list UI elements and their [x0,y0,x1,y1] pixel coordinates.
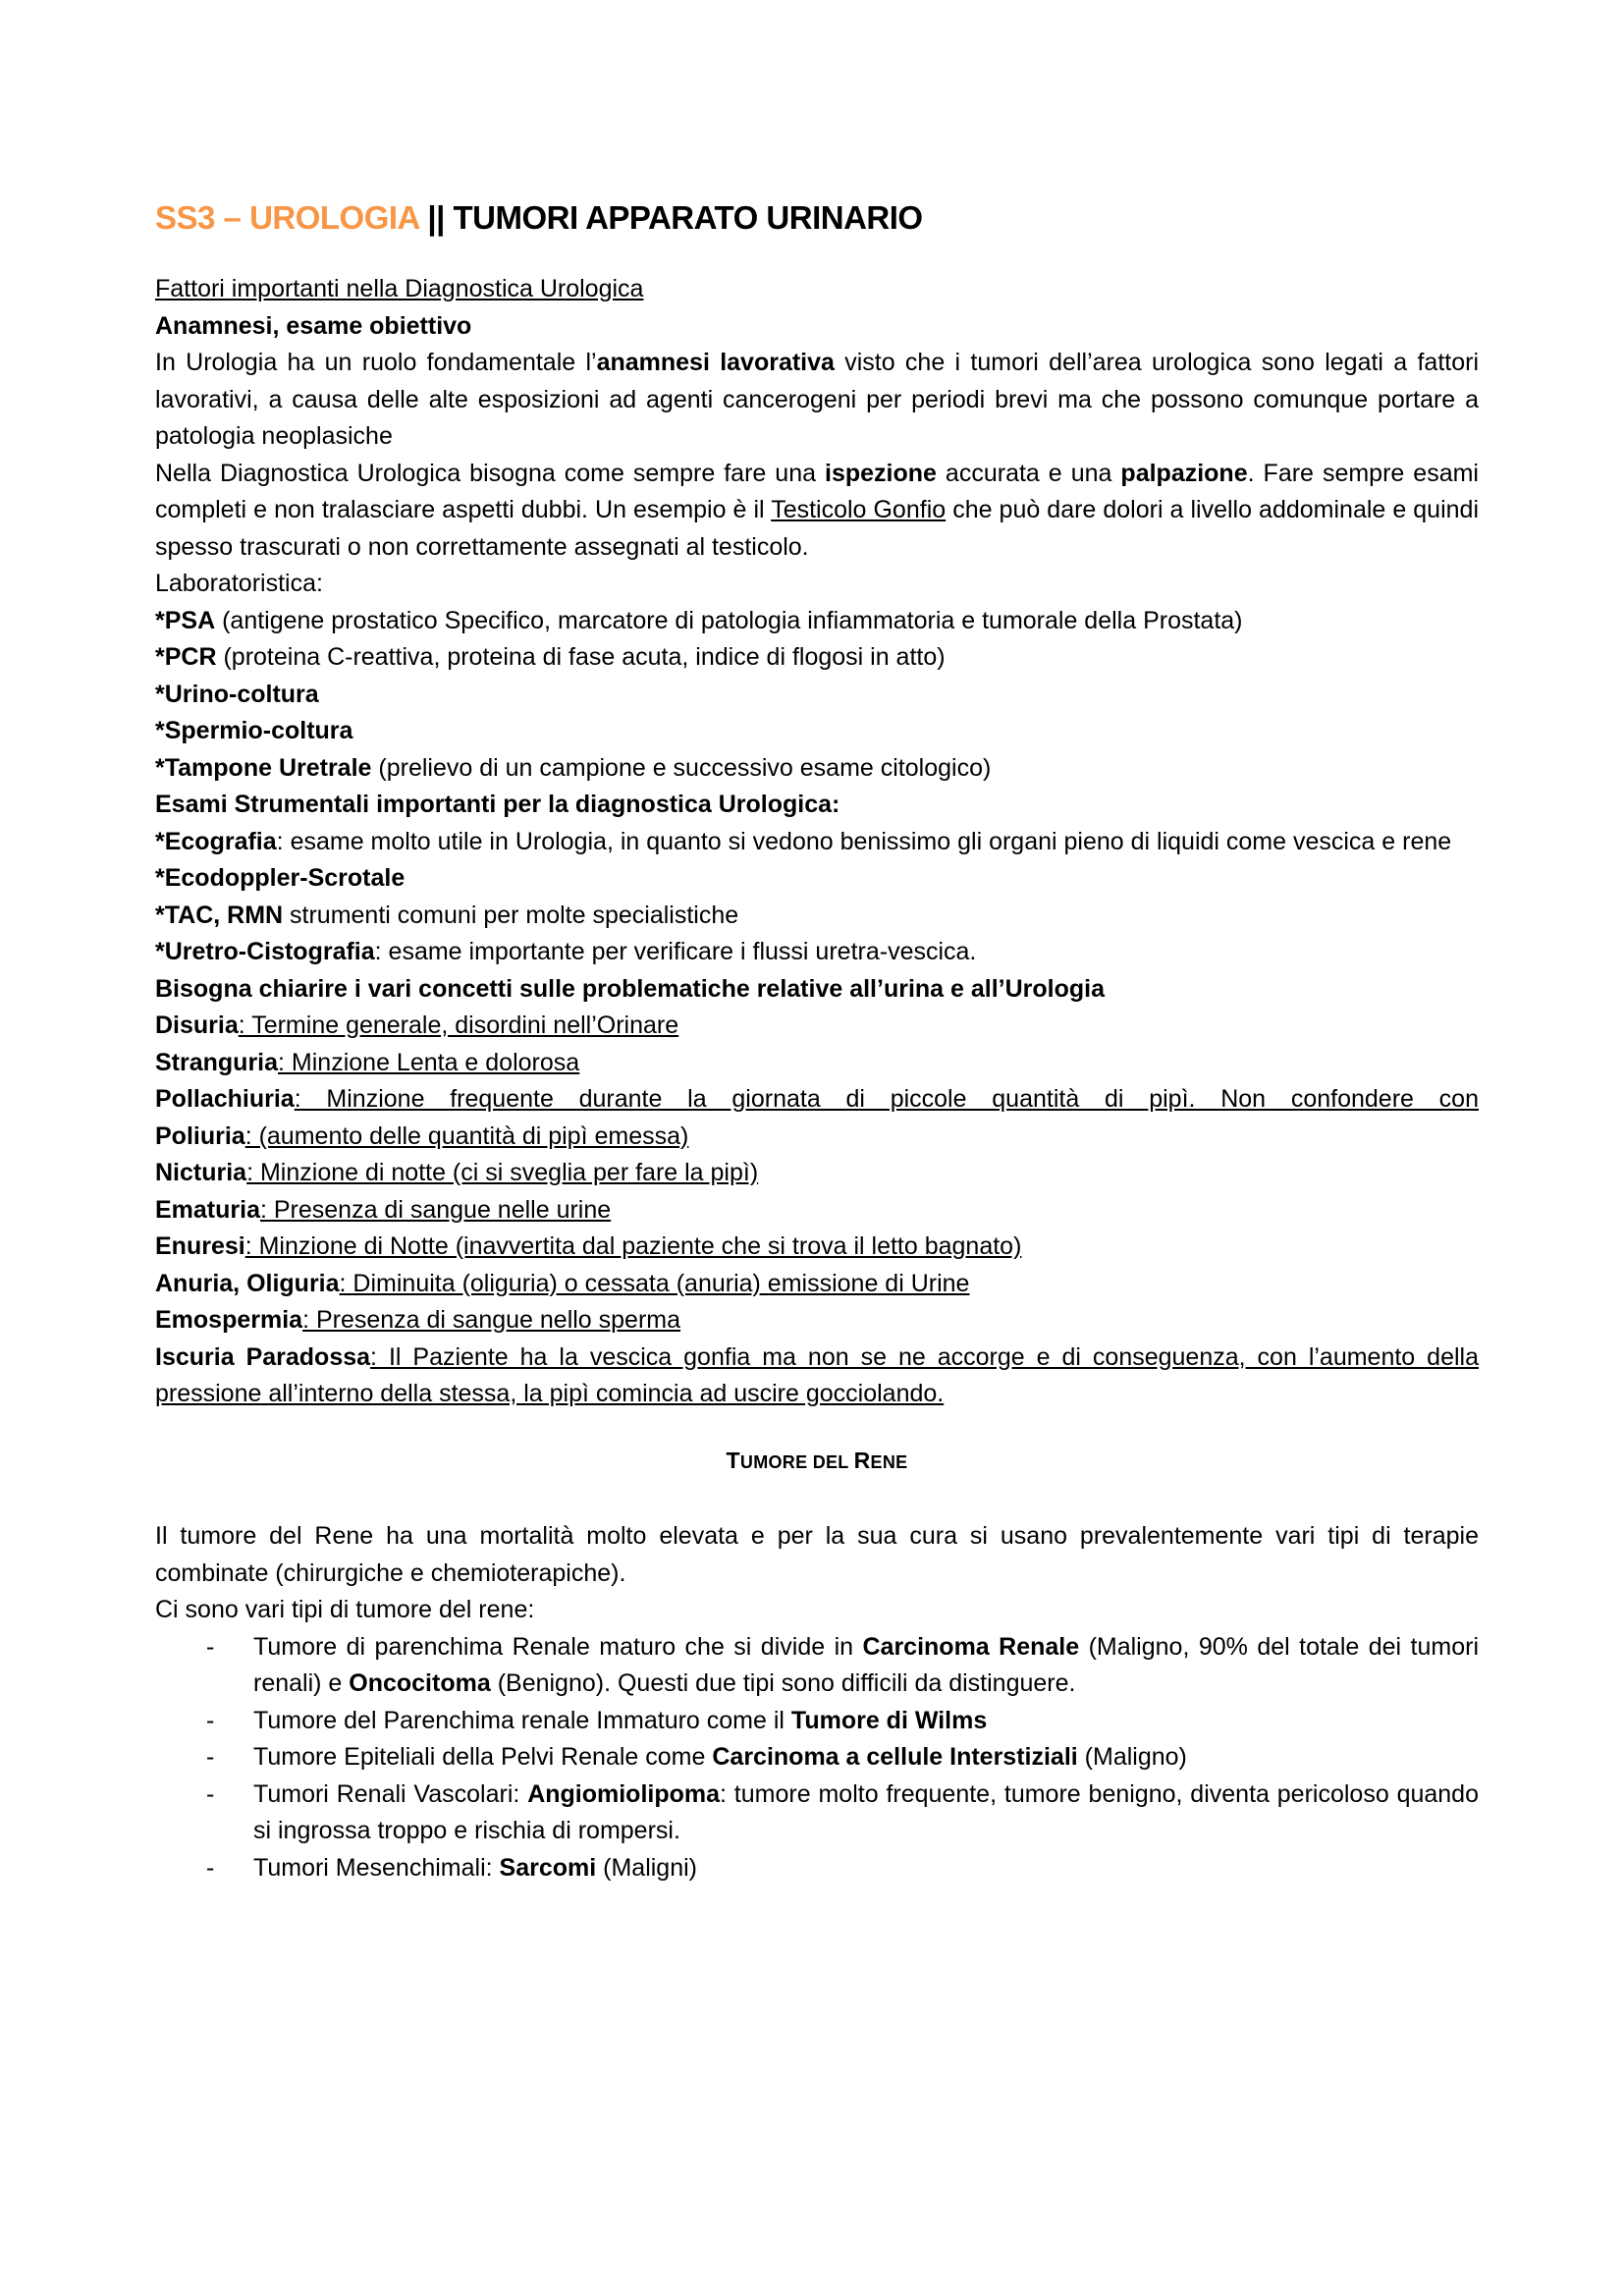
concept-definition: : Minzione di notte (ci si sveglia per fare la pipì) [246,1159,759,1186]
lab-tampone [155,750,1479,788]
concept-term: Poliuria [155,1121,245,1150]
concept-item [155,1008,1479,1045]
concept-term: Emospermia [155,1306,303,1334]
concept-term: Pollachiuria [155,1085,295,1113]
rene-paragraph-2: Ci sono vari tipi di tumore del rene: [155,1596,535,1623]
bold-run: *Uretro-Cistografia [155,938,375,965]
rene-section-heading [155,1443,1479,1482]
dash-bullet: - [206,1706,215,1734]
text-run: (Maligno) [1077,1743,1187,1771]
list-item [155,1739,1479,1777]
text-run: : tumore molto frequente, tumore benigno, diventa pericoloso quando si ingrossa troppo e rischia di rompersi. [253,1779,1479,1844]
text-run: Tumori Mesenchimali: [253,1853,500,1882]
concept-term: Iscuria Paradossa [155,1342,371,1371]
concept-definition: : Minzione frequente durante la giornata di piccole quantità di pipì. Non confondere con [294,1085,1479,1113]
concept-definition: : Termine generale, disordini nell’Orinare [238,1011,679,1039]
bold-run: Angiomiolipoma [527,1779,721,1808]
bold-run: *PCR [155,643,217,671]
text-run: (Benigno). Questi due tipi sono difficili da distinguere. [490,1669,1076,1697]
text-run: (antigene prostatico Specifico, marcatore di patologia infiammatoria e tumorale della Prostata) [215,606,1243,634]
bold-run: *Tampone Uretrale [155,753,372,782]
title-accent: SS3 – UROLOGIA [155,199,419,236]
concept-term: Nicturia [155,1159,247,1186]
text-run: Tumore di parenchima Renale maturo che si divide in [253,1632,863,1661]
list-item [155,1777,1479,1850]
list-item [155,1850,1479,1887]
text-run: (prelievo di un campione e successivo esame citologico) [371,753,992,782]
bold-run: palpazione [1120,459,1248,487]
concept-item [155,1266,1479,1303]
concept-definition: : Il Paziente ha la vescica gonfia ma non se ne accorge e di conseguenza, con l’aumento della pressione all’interno della stessa, la pipì comincia ad uscire gocciolando. [155,1342,1479,1407]
bold-run: Carcinoma Renale [862,1632,1080,1661]
bold-run: ispezione [825,459,937,487]
concept-term: Stranguria [155,1048,279,1076]
concept-definition: : Minzione di Notte (inavvertita dal paziente che si trova il letto bagnato) [244,1232,1022,1260]
text-run: che può dare dolori a livello addominale e quindi spesso trascurati o non correttamente assegnati al testicolo. [155,496,1480,561]
concepts-heading: Bisogna chiarire i vari concetti sulle problematiche relative all’urina e all’Urologia [155,974,1105,1003]
instr-heading: Esami Strumentali importanti per la diagnostica Urologica: [155,791,840,818]
concept-term: Disuria [155,1011,239,1039]
text-run: (Maligni) [596,1853,697,1882]
document-page [155,192,1479,1886]
heading-cap: T [726,1447,740,1473]
concept-item [155,1155,1479,1192]
bold-run: anamnesi lavorativa [596,349,835,376]
concept-term: Anuria, Oliguria [155,1269,340,1297]
concept-definition: : Minzione Lenta e dolorosa [278,1048,580,1076]
rene-tumor-list [155,1629,1479,1887]
dash-bullet: - [206,1853,215,1882]
page-title [155,192,1479,244]
text-run: Tumori Renali Vascolari: [253,1779,528,1808]
bold-run: Tumore di Wilms [790,1706,988,1734]
intro-heading: Fattori importanti nella Diagnostica Urologica [155,275,644,302]
rene-paragraph-1: Il tumore del Rene ha una mortalità molto elevata e per la sua cura si usano prevalentemente vari tipi di terapie combinate (chirurgiche e chemioterapiche). [155,1522,1479,1587]
text-run: Tumore del Parenchima renale Immaturo come il [253,1706,791,1734]
title-rest: || TUMORI APPARATO URINARIO [418,199,923,236]
lab-pcr [155,639,1479,677]
concept-definition: : (aumento delle quantità di pipì emessa) [244,1121,689,1150]
list-item [155,1629,1479,1703]
intro-paragraph-2 [155,456,1479,567]
bold-run: Oncocitoma [349,1669,491,1697]
bold-run: *TAC, RMN [155,901,284,929]
bold-run: Carcinoma a cellule Interstiziali [712,1743,1078,1771]
concept-item [155,1229,1479,1266]
intro-subheading: Anamnesi, esame obiettivo [155,311,472,340]
concept-term: Enuresi [155,1232,245,1260]
lab-psa [155,603,1479,640]
text-run: : esame importante per verificare i flussi uretra-vescica. [374,938,977,965]
concept-item [155,1302,1479,1339]
dash-bullet: - [206,1632,215,1661]
list-item [155,1703,1479,1740]
concept-item [155,1119,1479,1156]
instr-uretro [155,934,1479,971]
heading-smallcaps: ENE [870,1451,908,1472]
dash-bullet: - [206,1779,215,1808]
lab-urino: *Urino-coltura [155,680,319,708]
concept-item [155,1339,1479,1413]
text-run: accurata e una [936,459,1121,487]
text-run: In Urologia ha un ruolo fondamentale l’ [155,349,597,376]
concept-definition: : Diminuita (oliguria) o cessata (anuria) emissione di Urine [339,1269,970,1297]
concept-item [155,1192,1479,1230]
instr-eco [155,824,1479,861]
intro-paragraph-1 [155,345,1479,456]
concept-item [155,1081,1479,1119]
bold-run: Sarcomi [499,1853,597,1882]
heading-smallcaps: UMORE DEL [739,1451,854,1472]
text-run: visto che i tumori dell’area urologica sono legati a fattori lavorativi, a causa delle alte esposizioni ad agenti cancerogeni per periodi brevi ma che possono comunque portare a patologia neoplasiche [155,349,1480,450]
instr-ecodoppler: *Ecodoppler-Scrotale [155,864,406,892]
instr-tac [155,898,1479,935]
concept-term: Ematuria [155,1195,260,1224]
text-run: (Maligno, 90% del totale dei tumori renali) e [253,1632,1479,1697]
text-run: (proteina C-reattiva, proteina di fase acuta, indice di flogosi in atto) [216,643,946,671]
text-run: : esame molto utile in Urologia, in quanto si vedono benissimo gli organi pieno di liquidi come vescica e rene [276,827,1452,855]
heading-cap: R [853,1447,871,1473]
text-run: . Fare sempre esami completi e non tralasciare aspetti dubbi. Un esempio è il [155,459,1479,523]
text-run: Tumore Epiteliali della Pelvi Renale come [253,1743,713,1771]
dash-bullet: - [206,1743,215,1771]
concept-definition: : Presenza di sangue nelle urine [259,1195,612,1224]
bold-run: *PSA [155,606,216,634]
concept-item [155,1045,1479,1082]
lab-spermio: *Spermio-coltura [155,717,353,744]
underlined-run: Testicolo Gonfio [771,496,947,523]
lab-label: Laboratoristica: [155,570,323,597]
text-run: strumenti comuni per molte specialistiche [283,901,739,929]
bold-run: *Ecografia [155,827,277,855]
text-run: Nella Diagnostica Urologica bisogna come sempre fare una [155,459,826,487]
concept-definition: : Presenza di sangue nello sperma [302,1306,681,1334]
